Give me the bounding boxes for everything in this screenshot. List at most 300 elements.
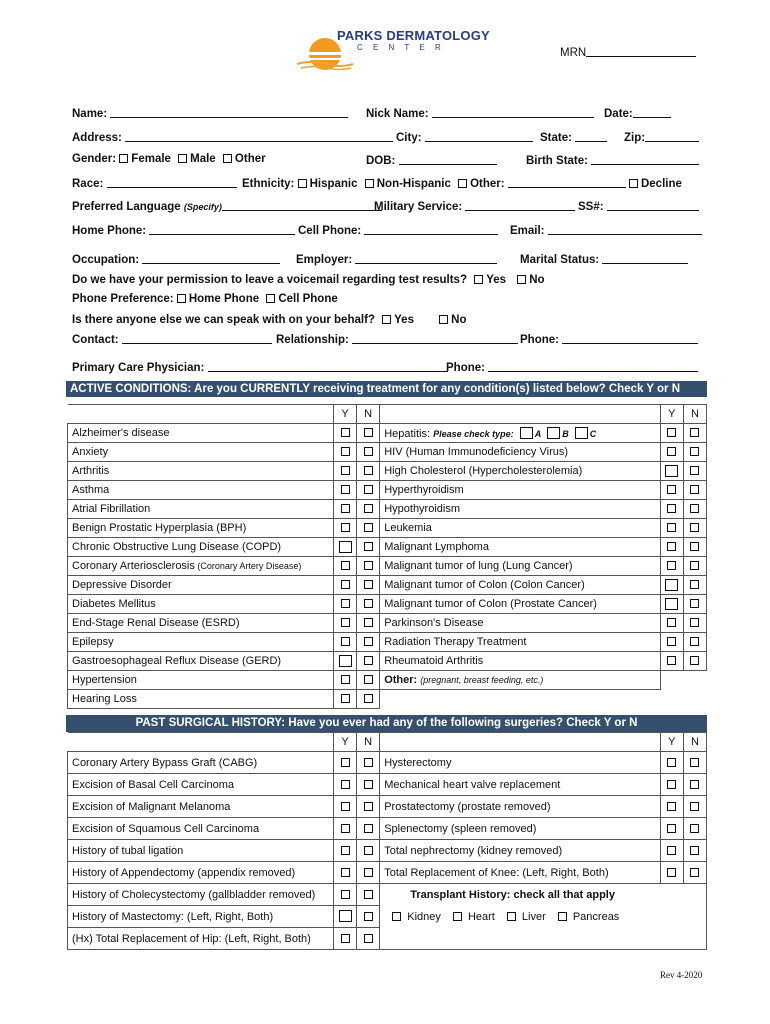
condition-row	[68, 557, 707, 576]
surgery-no-checkbox-right[interactable]	[690, 758, 699, 767]
condition-label-left: Hearing Loss	[72, 693, 137, 705]
language-note: (Specify)	[183, 202, 222, 212]
surgery-row	[68, 884, 707, 906]
surg-n-header: N	[357, 733, 380, 752]
condition-label-right: Radiation Therapy Treatment	[384, 636, 527, 648]
race-group	[72, 176, 237, 190]
condition-no-checkbox-right[interactable]	[690, 618, 699, 627]
surg-n-header-right: N	[683, 733, 706, 752]
behalf-group	[72, 314, 467, 326]
hepatitis-c-label: C	[589, 428, 597, 439]
other-gender-checkbox[interactable]	[223, 154, 232, 163]
marital-label: Marital Status:	[520, 254, 600, 266]
cell-phone-input[interactable]	[364, 223, 498, 235]
condition-no-checkbox-right[interactable]	[690, 656, 699, 665]
dob-group	[366, 153, 497, 167]
condition-yes-checkbox-right[interactable]	[665, 465, 678, 477]
nickname-group	[366, 106, 594, 120]
condition-row	[68, 633, 707, 652]
hepatitis-a-checkbox[interactable]	[520, 427, 533, 439]
dob-label: DOB:	[366, 155, 396, 167]
employer-label: Employer:	[296, 254, 353, 266]
surgery-label-left: Excision of Squamous Cell Carcinoma	[72, 822, 260, 835]
other-condition-note: (pregnant, breast feeding, etc.)	[420, 675, 544, 685]
condition-row	[68, 671, 707, 690]
transplant-liver-checkbox[interactable]	[507, 912, 516, 921]
hepatitis-b-label: B	[562, 428, 569, 439]
condition-label-left: Epilepsy	[72, 636, 114, 648]
voicemail-group	[72, 274, 545, 286]
condition-yes-checkbox[interactable]	[341, 618, 350, 627]
gender-label: Gender:	[72, 153, 117, 165]
hepatitis-label: Hepatitis:	[384, 427, 434, 440]
nickname-label: Nick Name:	[366, 108, 429, 120]
female-checkbox[interactable]	[119, 154, 128, 163]
behalf-no-label: No	[451, 314, 467, 326]
revision-label: Rev 4-2020	[660, 970, 703, 980]
active-conditions-header	[66, 381, 707, 397]
male-label: Male	[190, 153, 216, 165]
condition-yes-checkbox[interactable]	[341, 675, 350, 684]
pcp-input[interactable]	[208, 360, 448, 372]
mrn-field[interactable]	[560, 45, 696, 59]
condition-no-checkbox[interactable]	[364, 542, 373, 551]
date-label: Date:	[604, 108, 633, 120]
surgery-yes-checkbox[interactable]	[341, 802, 350, 811]
non-hispanic-label: Non-Hispanic	[376, 178, 451, 190]
surgery-label-right: Prostatectomy (prostate removed)	[384, 800, 551, 813]
behalf-no-checkbox[interactable]	[439, 315, 448, 324]
n-header-right: N	[683, 405, 706, 424]
logo	[295, 26, 490, 66]
condition-no-checkbox[interactable]	[364, 428, 373, 437]
condition-yes-checkbox[interactable]	[341, 428, 350, 437]
condition-no-checkbox-right[interactable]	[690, 466, 699, 475]
condition-yes-checkbox-right[interactable]	[667, 561, 676, 570]
condition-no-checkbox[interactable]	[364, 637, 373, 646]
military-group	[374, 199, 575, 213]
other-ethnicity-label: Other:	[470, 178, 505, 190]
voicemail-yes-label: Yes	[486, 274, 507, 286]
condition-yes-checkbox-right[interactable]	[667, 523, 676, 532]
surgery-yes-checkbox[interactable]	[341, 780, 350, 789]
ethnicity-group	[242, 176, 682, 190]
surgery-label-right: Mechanical heart valve replacement	[384, 778, 561, 791]
surg-yn-header-row	[68, 733, 707, 752]
condition-label-right: Malignant tumor of Colon (Colon Cancer)	[384, 579, 585, 591]
ss-group	[578, 199, 699, 213]
condition-no-checkbox[interactable]	[364, 466, 373, 475]
contact-phone-input[interactable]	[562, 332, 698, 344]
surgery-row	[68, 840, 707, 862]
pcp-label: Primary Care Physician:	[72, 362, 205, 374]
state-label: State:	[540, 132, 572, 144]
condition-label-right: Malignant Lymphoma	[384, 541, 489, 553]
condition-label-left: Arthritis	[72, 465, 110, 477]
surgery-no-checkbox-right[interactable]	[690, 780, 699, 789]
condition-label-left: Benign Prostatic Hyperplasia (BPH)	[72, 522, 247, 534]
state-group	[540, 130, 607, 144]
surgery-no-checkbox[interactable]	[364, 868, 373, 877]
home-phone-label: Home Phone:	[72, 225, 147, 237]
surgery-no-checkbox-right[interactable]	[690, 802, 699, 811]
condition-label-right: Malignant tumor of Colon (Prostate Cancer)	[384, 598, 597, 610]
surgery-row	[68, 796, 707, 818]
condition-row	[68, 519, 707, 538]
surgery-yes-checkbox[interactable]	[341, 824, 350, 833]
pcp-group	[72, 360, 448, 374]
hepatitis-b-checkbox[interactable]	[547, 427, 560, 439]
y-header-right: Y	[660, 405, 683, 424]
surgery-label-left: Excision of Malignant Melanoma	[72, 800, 231, 813]
condition-row	[68, 462, 707, 481]
surgery-yes-checkbox-right[interactable]	[667, 802, 676, 811]
surgery-yes-checkbox[interactable]	[341, 846, 350, 855]
transplant-heart-label: Heart	[464, 910, 495, 923]
surgery-label-left: (Hx) Total Replacement of Hip: (Left, Right, Both)	[72, 932, 311, 945]
pcp-phone-group	[446, 360, 698, 374]
active-conditions-table	[67, 404, 707, 709]
condition-yes-checkbox-right[interactable]	[665, 598, 678, 610]
condition-no-checkbox-right[interactable]	[690, 504, 699, 513]
other-gender-label: Other	[234, 153, 266, 165]
condition-row	[68, 481, 707, 500]
surgery-no-checkbox[interactable]	[364, 758, 373, 767]
male-checkbox[interactable]	[178, 154, 187, 163]
surgery-row	[68, 862, 707, 884]
contact-input[interactable]	[122, 332, 272, 344]
condition-yes-checkbox-right[interactable]	[667, 447, 676, 456]
condition-yes-checkbox[interactable]	[341, 466, 350, 475]
condition-row	[68, 595, 707, 614]
yn-header-row	[68, 405, 707, 424]
condition-label-right: Parkinson's Disease	[384, 617, 484, 629]
female-label: Female	[131, 153, 171, 165]
surgery-no-checkbox[interactable]	[364, 912, 373, 921]
surgery-no-checkbox[interactable]	[364, 846, 373, 855]
transplant-pancreas-checkbox[interactable]	[558, 912, 567, 921]
condition-no-checkbox[interactable]	[364, 447, 373, 456]
condition-label-left: Alzheimer's disease	[72, 427, 170, 439]
voicemail-no-label: No	[529, 274, 545, 286]
condition-no-checkbox[interactable]	[364, 485, 373, 494]
employer-input[interactable]	[355, 252, 497, 264]
behalf-yes-checkbox[interactable]	[382, 315, 391, 324]
condition-yes-checkbox[interactable]	[341, 447, 350, 456]
condition-no-checkbox-right[interactable]	[690, 428, 699, 437]
hepatitis-c-checkbox[interactable]	[575, 427, 588, 439]
military-label: Military Service:	[374, 201, 463, 213]
condition-no-checkbox-right[interactable]	[690, 599, 699, 608]
condition-row	[68, 614, 707, 633]
condition-row	[68, 500, 707, 519]
condition-yes-checkbox[interactable]	[341, 694, 350, 703]
surgery-yes-checkbox[interactable]	[341, 758, 350, 767]
condition-yes-checkbox[interactable]	[339, 541, 352, 553]
surgery-label-left: History of tubal ligation	[72, 844, 184, 857]
surgery-no-checkbox[interactable]	[364, 802, 373, 811]
surgical-header	[66, 715, 707, 732]
occupation-label: Occupation:	[72, 254, 140, 266]
email-label: Email:	[510, 225, 545, 237]
name-label: Name:	[72, 108, 108, 120]
voicemail-yes-checkbox[interactable]	[474, 275, 483, 284]
birth-state-group	[526, 153, 699, 167]
condition-yes-checkbox-right[interactable]	[667, 485, 676, 494]
contact-phone-group	[520, 332, 698, 346]
address-input[interactable]	[125, 130, 393, 142]
voicemail-no-checkbox[interactable]	[517, 275, 526, 284]
ethnicity-label: Ethnicity:	[242, 178, 295, 190]
other-ethnicity-input[interactable]	[508, 176, 626, 188]
transplant-kidney-checkbox[interactable]	[392, 912, 401, 921]
condition-row	[68, 424, 707, 443]
condition-yes-checkbox-right[interactable]	[667, 637, 676, 646]
relationship-input[interactable]	[352, 332, 518, 344]
surgery-label-right: Total Replacement of Knee: (Left, Right, Both)	[384, 866, 609, 879]
condition-row	[68, 576, 707, 595]
decline-checkbox[interactable]	[629, 179, 638, 188]
phone-pref-label: Phone Preference:	[72, 293, 174, 305]
condition-yes-checkbox[interactable]	[339, 655, 352, 667]
contact-label: Contact:	[72, 334, 119, 346]
condition-label-right: HIV (Human Immunodeficiency Virus)	[384, 446, 569, 458]
name-input[interactable]	[110, 106, 348, 118]
transplant-liver-label: Liver	[518, 910, 546, 923]
condition-no-checkbox-right[interactable]	[690, 580, 699, 589]
condition-yes-checkbox[interactable]	[341, 599, 350, 608]
surgery-yes-checkbox-right[interactable]	[667, 824, 676, 833]
behalf-question: Is there anyone else we can speak with on your behalf?	[72, 314, 375, 326]
transplant-pancreas-label: Pancreas	[569, 910, 620, 923]
surgery-no-checkbox-right[interactable]	[690, 846, 699, 855]
surgery-label-left: History of Mastectomy: (Left, Right, Both)	[72, 910, 274, 923]
ss-input[interactable]	[607, 199, 699, 211]
pcp-phone-label: Phone:	[446, 362, 485, 374]
condition-label-left: Hypertension	[72, 674, 137, 686]
hispanic-label: Hispanic	[309, 178, 358, 190]
condition-label-right: Malignant tumor of lung (Lung Cancer)	[384, 560, 573, 572]
condition-yes-checkbox[interactable]	[341, 561, 350, 570]
race-input[interactable]	[107, 176, 237, 188]
pref-cell-checkbox[interactable]	[266, 294, 275, 303]
condition-no-checkbox-right[interactable]	[690, 637, 699, 646]
marital-input[interactable]	[602, 252, 688, 264]
condition-no-checkbox[interactable]	[364, 656, 373, 665]
condition-no-checkbox[interactable]	[364, 561, 373, 570]
gender-group	[72, 153, 266, 165]
surgery-label-right: Splenectomy (spleen removed)	[384, 822, 537, 835]
n-header: N	[357, 405, 380, 424]
surgery-yes-checkbox[interactable]	[341, 934, 350, 943]
occupation-group	[72, 252, 280, 266]
surgery-yes-checkbox-right[interactable]	[667, 780, 676, 789]
surgery-yes-checkbox[interactable]	[341, 890, 350, 899]
condition-no-checkbox[interactable]	[364, 675, 373, 684]
condition-label-left: Asthma	[72, 484, 110, 496]
transplant-kidney-label: Kidney	[404, 910, 441, 923]
date-group	[604, 106, 671, 120]
condition-yes-checkbox[interactable]	[341, 504, 350, 513]
non-hispanic-checkbox[interactable]	[365, 179, 374, 188]
condition-row	[68, 690, 707, 709]
pref-cell-label: Cell Phone	[278, 293, 338, 305]
hepatitis-a-label: A	[534, 428, 542, 439]
surgery-label-right: Hysterectomy	[384, 756, 452, 769]
condition-yes-checkbox-right[interactable]	[667, 504, 676, 513]
condition-yes-checkbox[interactable]	[341, 580, 350, 589]
surgery-label-left: History of Cholecystectomy (gallbladder removed)	[72, 888, 316, 901]
condition-yes-checkbox-right[interactable]	[667, 428, 676, 437]
surgery-no-checkbox-right[interactable]	[690, 824, 699, 833]
condition-no-checkbox[interactable]	[364, 580, 373, 589]
surgery-row	[68, 774, 707, 796]
condition-no-checkbox-right[interactable]	[690, 523, 699, 532]
condition-yes-checkbox[interactable]	[341, 485, 350, 494]
condition-row	[68, 652, 707, 671]
condition-label-right: Hyperthyroidism	[384, 484, 464, 496]
logo-name: PARKS DERMATOLOGY	[337, 28, 490, 43]
surgery-label-left: Coronary Artery Bypass Graft (CABG)	[72, 756, 258, 769]
condition-yes-checkbox[interactable]	[341, 637, 350, 646]
condition-no-checkbox[interactable]	[364, 618, 373, 627]
zip-input[interactable]	[645, 130, 699, 142]
condition-label-left: Atrial Fibrillation	[72, 503, 151, 515]
condition-no-checkbox-right[interactable]	[690, 447, 699, 456]
condition-label-right: Hypothyroidism	[384, 503, 461, 515]
pref-home-checkbox[interactable]	[177, 294, 186, 303]
zip-group	[624, 130, 699, 144]
cell-phone-label: Cell Phone:	[298, 225, 362, 237]
contact-phone-label: Phone:	[520, 334, 559, 346]
condition-no-checkbox-right[interactable]	[690, 542, 699, 551]
dob-input[interactable]	[399, 153, 497, 165]
address-label: Address:	[72, 132, 122, 144]
condition-label-right: Leukemia	[384, 522, 432, 534]
home-phone-input[interactable]	[149, 223, 295, 235]
condition-label-left: Diabetes Mellitus	[72, 598, 156, 610]
hispanic-checkbox[interactable]	[298, 179, 307, 188]
pref-home-label: Home Phone	[188, 293, 260, 305]
transplant-heart-checkbox[interactable]	[453, 912, 462, 921]
condition-yes-checkbox-right[interactable]	[665, 579, 678, 591]
condition-yes-checkbox-right[interactable]	[667, 656, 676, 665]
email-input[interactable]	[548, 223, 702, 235]
surgical-title: PAST SURGICAL HISTORY: Have you ever had any of the following surgeries? Check Y or N	[135, 717, 638, 729]
surgery-row	[68, 818, 707, 840]
condition-label-left: Gastroesophageal Reflux Disease (GERD)	[72, 655, 282, 667]
condition-no-checkbox[interactable]	[364, 504, 373, 513]
condition-no-checkbox-right[interactable]	[690, 561, 699, 570]
active-conditions-title: ACTIVE CONDITIONS: Are you CURRENTLY receiving treatment for any condition(s) listed below? Check Y or N	[70, 383, 681, 395]
surgery-no-checkbox[interactable]	[364, 780, 373, 789]
surgery-yes-checkbox[interactable]	[341, 868, 350, 877]
pcp-phone-input[interactable]	[488, 360, 698, 372]
condition-no-checkbox-right[interactable]	[690, 485, 699, 494]
y-header: Y	[333, 405, 356, 424]
birth-state-label: Birth State:	[526, 155, 588, 167]
language-input[interactable]	[222, 199, 382, 211]
condition-label-left: Depressive Disorder	[72, 579, 172, 591]
transplant-label: Transplant History: check all that apply	[410, 888, 615, 901]
row-name	[72, 106, 348, 120]
nickname-input[interactable]	[432, 106, 594, 118]
surgery-no-checkbox[interactable]	[364, 934, 373, 943]
condition-label-left: Coronary Arteriosclerosis	[72, 560, 195, 572]
behalf-yes-label: Yes	[394, 314, 414, 326]
surgery-yes-checkbox-right[interactable]	[667, 758, 676, 767]
surg-y-header-right: Y	[660, 733, 683, 752]
occupation-input[interactable]	[142, 252, 280, 264]
other-ethnicity-checkbox[interactable]	[458, 179, 467, 188]
email-group	[510, 223, 702, 237]
city-label: City:	[396, 132, 422, 144]
ss-label: SS#:	[578, 201, 604, 213]
relationship-label: Relationship:	[276, 334, 349, 346]
condition-label-left: Chronic Obstructive Lung Disease (COPD)	[72, 541, 282, 553]
home-phone-group	[72, 223, 295, 237]
cad-note: (Coronary Artery Disease)	[194, 561, 302, 571]
surgery-label-left: Excision of Basal Cell Carcinoma	[72, 778, 235, 791]
surgery-yes-checkbox-right[interactable]	[667, 846, 676, 855]
surgery-label-right: Total nephrectomy (kidney removed)	[384, 844, 563, 857]
city-group	[396, 130, 533, 144]
hepatitis-note: Please check type:	[433, 428, 514, 439]
military-input[interactable]	[465, 199, 575, 211]
surg-y-header: Y	[333, 733, 356, 752]
surgery-no-checkbox-right[interactable]	[690, 868, 699, 877]
relationship-group	[276, 332, 518, 346]
surgery-row	[68, 928, 707, 950]
surgery-no-checkbox[interactable]	[364, 824, 373, 833]
surgery-row	[68, 906, 707, 928]
race-label: Race:	[72, 178, 104, 190]
condition-label-left: End-Stage Renal Disease (ESRD)	[72, 617, 240, 629]
address-group	[72, 130, 393, 144]
condition-yes-checkbox-right[interactable]	[667, 618, 676, 627]
employer-group	[296, 252, 497, 266]
zip-label: Zip:	[624, 132, 646, 144]
condition-no-checkbox[interactable]	[364, 523, 373, 532]
condition-yes-checkbox[interactable]	[341, 523, 350, 532]
voicemail-question: Do we have your permission to leave a voicemail regarding test results?	[72, 274, 467, 286]
city-input[interactable]	[425, 130, 533, 142]
condition-row	[68, 443, 707, 462]
condition-row	[68, 538, 707, 557]
surgical-table	[67, 732, 707, 950]
mrn-label: MRN	[560, 47, 587, 59]
logo-sub: C E N T E R	[357, 43, 445, 52]
condition-label-right: High Cholesterol (Hypercholesterolemia)	[384, 465, 583, 477]
date-input[interactable]	[633, 106, 671, 118]
cell-phone-group	[298, 223, 498, 237]
language-label: Preferred Language	[72, 201, 181, 213]
condition-yes-checkbox-right[interactable]	[667, 542, 676, 551]
condition-no-checkbox[interactable]	[364, 694, 373, 703]
surgery-yes-checkbox[interactable]	[339, 910, 352, 922]
condition-no-checkbox[interactable]	[364, 599, 373, 608]
condition-label-right: Rheumatoid Arthritis	[384, 655, 484, 667]
state-input[interactable]	[575, 130, 607, 142]
phone-pref-group	[72, 293, 338, 305]
birth-state-input[interactable]	[591, 153, 699, 165]
surgery-no-checkbox[interactable]	[364, 890, 373, 899]
decline-label: Decline	[640, 178, 682, 190]
language-group	[72, 199, 382, 213]
surgery-yes-checkbox-right[interactable]	[667, 868, 676, 877]
contact-group	[72, 332, 272, 346]
other-condition-label: Other:	[384, 674, 421, 686]
